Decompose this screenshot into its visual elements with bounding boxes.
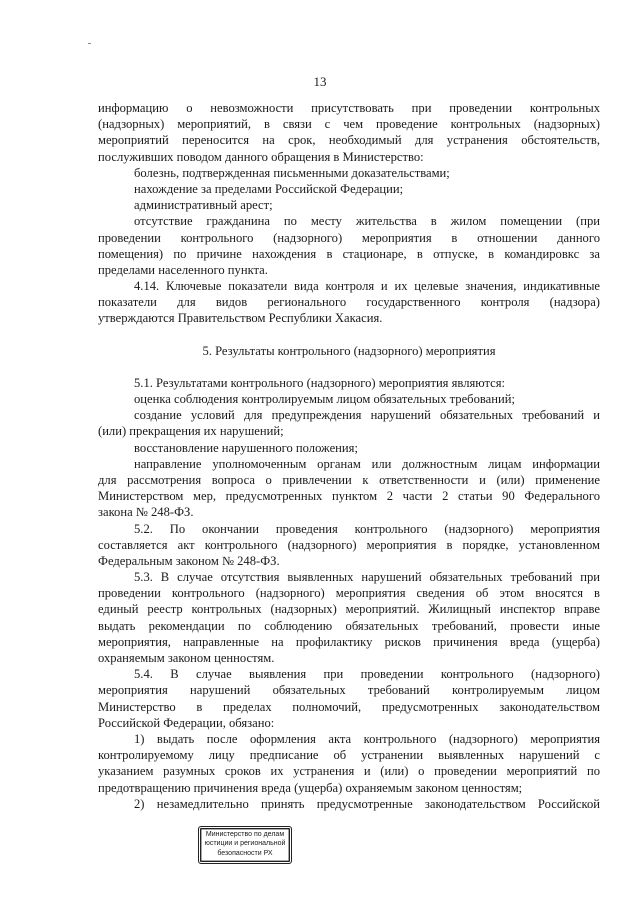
text-line: Министерством мер, предусмотренных пунктом 2 части 2 статьи 90 Федерального	[98, 489, 600, 504]
text-line: 5.4. В случае выявления при проведении контрольного (надзорного)	[134, 667, 600, 682]
ministry-stamp	[198, 826, 292, 864]
document-body	[98, 100, 600, 812]
text-line: указанием разумных сроков их устранения и (или) о проведении мероприятий по	[98, 764, 600, 779]
text-line: контролируемому лицу предписание об устранении выявленных нарушений с	[98, 748, 600, 763]
text-line: Федеральным законом № 248-ФЗ.	[98, 553, 280, 568]
text-line: проведении контрольного (надзорного) мероприятия в отношении данного	[98, 230, 600, 245]
text-line: информацию о невозможности присутствовать при проведении контрольных	[98, 101, 600, 115]
text-line: помещения) по причине нахождения в стационаре, в отпуске, в командировкс за	[98, 246, 600, 261]
stamp-line: безопасности РХ	[217, 849, 273, 857]
text-line: охраняемым законом ценностям.	[98, 651, 275, 665]
text-line: послуживших поводом данного обращения в Министерство:	[98, 149, 424, 164]
text-line: восстановление нарушенного положения;	[134, 440, 358, 455]
text-line: отсутствие гражданина по месту жительства в жилом помещении (при	[134, 214, 600, 229]
text-line: 4.14. Ключевые показатели вида контроля и их целевые значения, индикативные	[134, 279, 600, 294]
paragraph-block-1	[98, 100, 600, 327]
text-line: (надзорных) мероприятий, в связи с чем проведение контрольных (надзорных)	[98, 117, 600, 132]
text-line: 5.2. По окончании проведения контрольного (надзорного) мероприятия	[134, 521, 600, 536]
text-line: единый реестр контрольных (надзорных) мероприятий. Жилищный инспектор вправе	[98, 602, 600, 617]
text-line: закона № 248-ФЗ.	[98, 505, 194, 520]
text-line: выдать рекомендации по соблюдению обязательных требований, провести иные	[98, 618, 600, 633]
text-line: создание условий для предупреждения нарушений обязательных требований и	[134, 408, 600, 423]
text-line: показатели для видов регионального государственного контроля (надзора)	[98, 295, 600, 310]
stamp-line: юстиции и региональной	[204, 840, 286, 848]
paragraph-block-2	[98, 375, 600, 812]
text-line: 5.3. В случае отсутствия выявленных нарушений обязательных требований при	[134, 570, 600, 585]
text-line: проведении контрольного (надзорного) мероприятия сведения об этом вносятся в	[98, 586, 600, 601]
text-line: 2) незамедлительно принять предусмотренные законодательством Российской	[134, 796, 600, 811]
text-line: направление уполномоченным органам или должностным лицам информации	[134, 456, 600, 471]
text-line: пределами населенного пункта.	[98, 262, 268, 277]
text-line: оценка соблюдения контролируемым лицом обязательных требований;	[134, 392, 515, 406]
text-line: составляется акт контрольного (надзорного) мероприятия в порядке, установленном	[98, 537, 600, 552]
text-line: утверждаются Правительством Республики Хакасия.	[98, 311, 383, 326]
page-number: 13	[313, 74, 327, 89]
text-line: болезнь, подтвержденная письменными доказательствами;	[134, 165, 450, 180]
scan-mark	[88, 43, 91, 44]
text-line: предотвращению причинения вреда (ущерба) охраняемым законом ценностям;	[98, 780, 523, 795]
text-line: нахождение за пределами Российской Федерации;	[134, 181, 404, 196]
text-line: 5.1. Результатами контрольного (надзорного) мероприятия являются:	[134, 375, 506, 390]
text-line: мероприятия нарушений обязательных требований контролируемым лицом	[98, 683, 600, 698]
text-line: 1) выдать после оформления акта контрольного (надзорного) мероприятия	[134, 731, 600, 746]
text-line: мероприятий переносится на срок, необходимый для устранения обстоятельств,	[98, 133, 600, 148]
text-line: административный арест;	[134, 198, 273, 213]
text-line: (или) прекращения их нарушений;	[98, 424, 284, 439]
text-line: мероприятия, направленные на профилактику рисков причинения вреда (ущерба)	[98, 634, 600, 649]
text-line: Российской Федерации, обязано:	[98, 715, 275, 730]
section-heading: 5. Результаты контрольного (надзорного) мероприятия	[202, 343, 496, 358]
text-line: для рассмотрения вопроса о привлечении к ответственности и (или) применение	[98, 472, 600, 487]
stamp-line: Министерство по делам	[205, 831, 285, 838]
text-line: Министерство в пределах полномочий, предусмотренных законодательством	[98, 699, 600, 714]
